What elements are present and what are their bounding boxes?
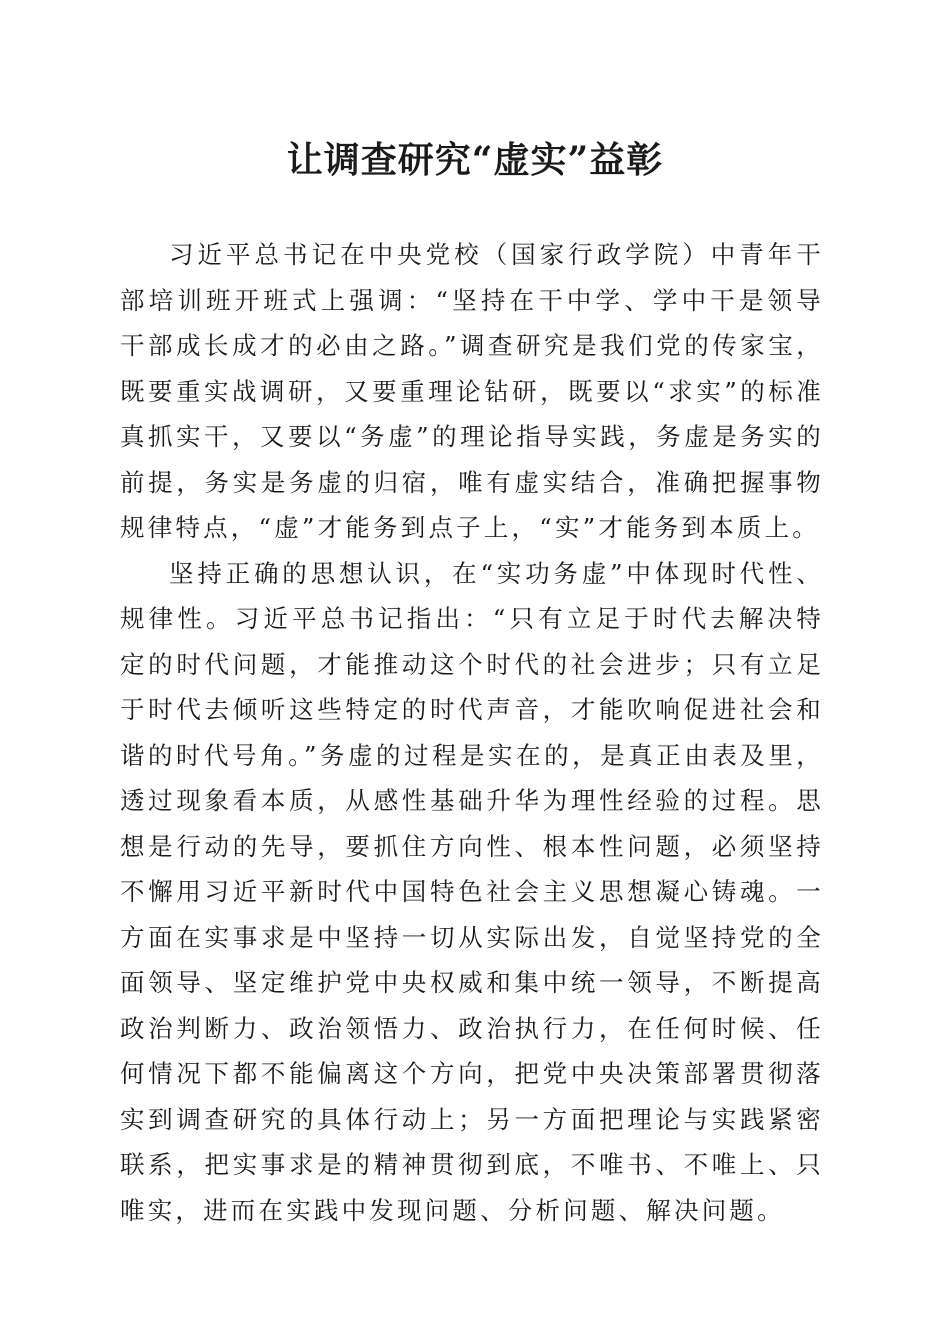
document-body <box>120 232 824 1233</box>
document-title: 让调查研究“虚实”益彰 <box>286 139 664 181</box>
paragraph-2: 坚持正确的思想认识，在“实功务虚”中体现时代性、规律性。习近平总书记指出：“只有立足于时代去解决特定的时代问题，才能推动这个时代的社会进步；只有立足于时代去倾听这些特定的时代声音，才能吹响促进社会和谐的时代号角。”务虚的过程是实在的，是真正由表及里，透过现象看本质，从感性基础升华为理性经验的过程。思想是行动的先导，要抓住方向性、根本性问题，必须坚持不懈用习近平新时代中国特色社会主义思想凝心铸魂。一方面在实事求是中坚持一切从实际出发，自觉坚持党的全面领导、坚定维护党中央权威和集中统一领导，不断提高政治判断力、政治领悟力、政治执行力，在任何时候、任何情况下都不能偏离这个方向，把党中央决策部署贯彻落实到调查研究的具体行动上；另一方面把理论与实践紧密联系，把实事求是的精神贯彻到底，不唯书、不唯上、只唯实，进而在实践中发现问题、分析问题、解决问题。 <box>120 558 824 1225</box>
paragraph-1: 习近平总书记在中央党校（国家行政学院）中青年干部培训班开班式上强调：“坚持在干中学、学中干是领导干部成长成才的必由之路。”调查研究是我们党的传家宝，既要重实战调研，又要重理论钻研，既要以“求实”的标准真抓实干，又要以“务虚”的理论指导实践，务虚是务实的前提，务实是务虚的归宿，唯有虚实结合，准确把握事物规律特点，“虚”才能务到点子上，“实”才能务到本质上。 <box>120 240 824 542</box>
